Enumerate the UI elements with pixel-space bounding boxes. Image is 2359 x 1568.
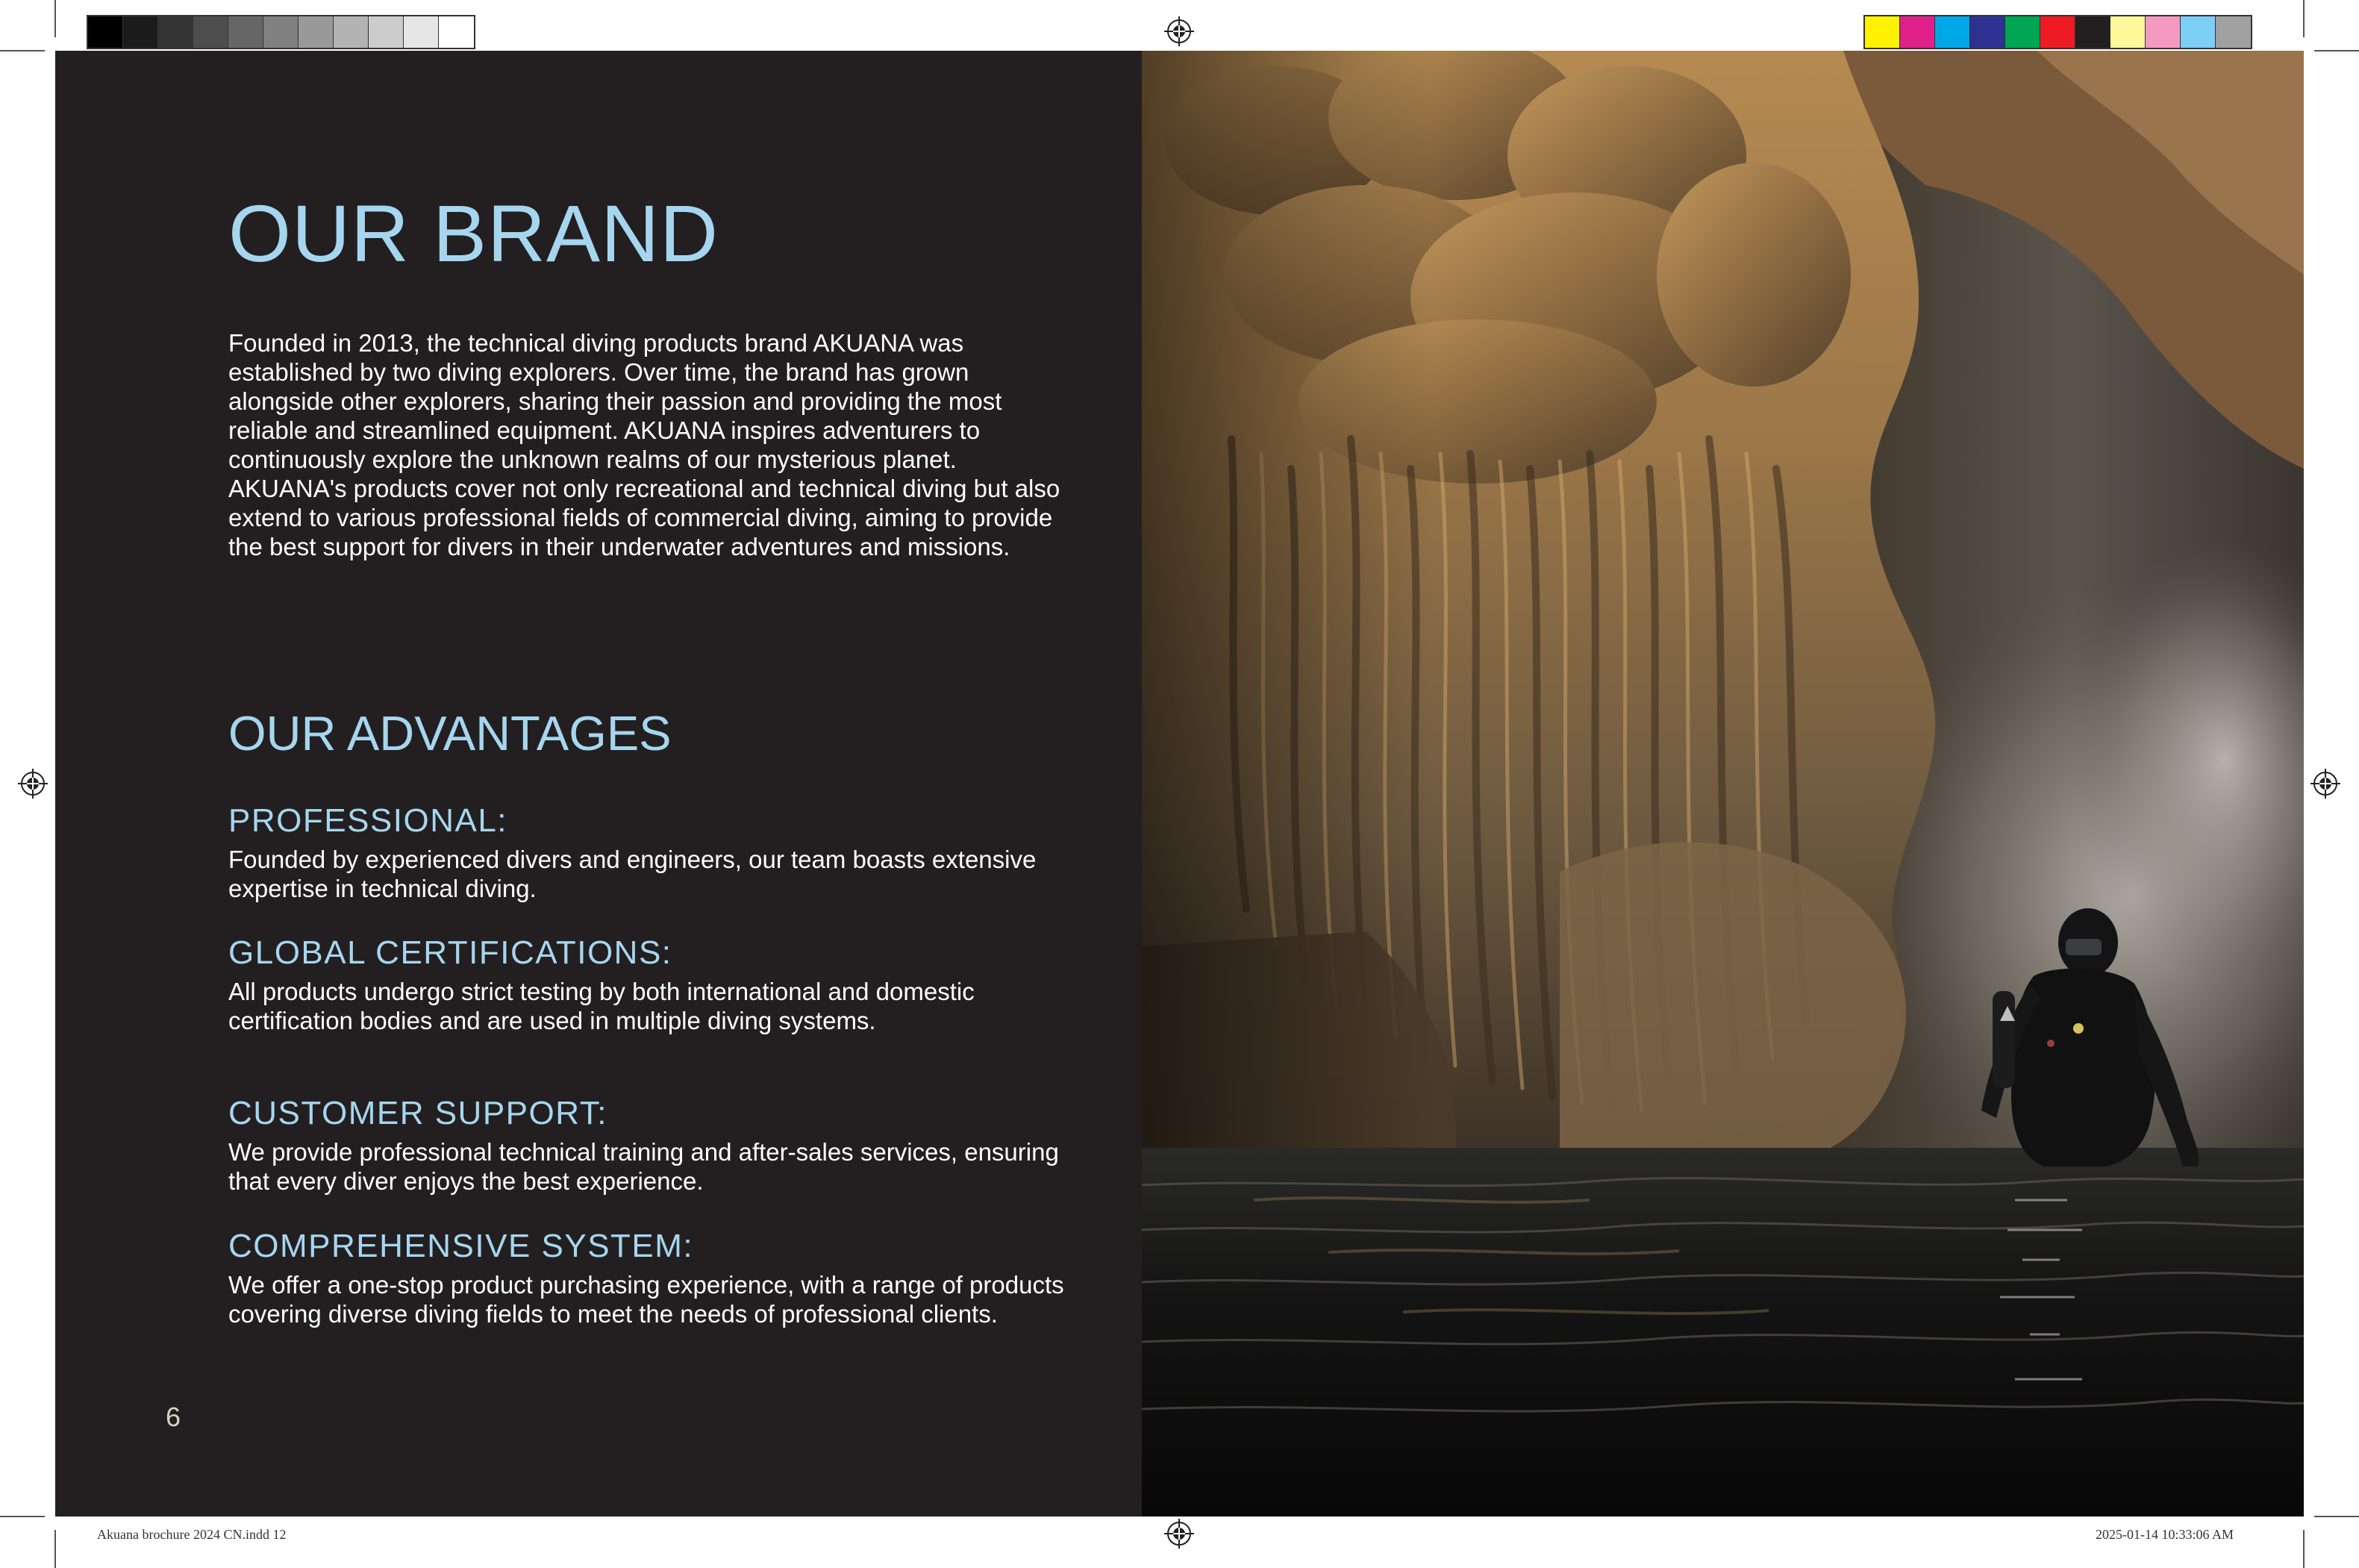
crop-mark bbox=[54, 0, 56, 37]
color-swatch bbox=[369, 16, 404, 48]
our-brand-title: OUR BRAND bbox=[228, 188, 719, 278]
color-swatch bbox=[193, 16, 228, 48]
color-swatch bbox=[1970, 16, 2005, 48]
advantage-heading: GLOBAL CERTIFICATIONS: bbox=[228, 934, 672, 971]
crop-mark bbox=[2314, 1516, 2359, 1517]
registration-mark-icon bbox=[18, 769, 48, 799]
color-swatch bbox=[158, 16, 193, 48]
registration-mark-icon bbox=[1164, 16, 1194, 46]
crop-mark bbox=[54, 1530, 56, 1568]
cave-diver-photo-image bbox=[1142, 51, 2304, 1517]
advantage-heading: COMPREHENSIVE SYSTEM: bbox=[228, 1228, 694, 1264]
advantage-comprehensive-system bbox=[228, 1227, 1064, 1328]
color-swatch bbox=[299, 16, 334, 48]
process-color-bar bbox=[1863, 15, 2252, 49]
crop-mark bbox=[2303, 1530, 2305, 1568]
registration-mark-icon bbox=[2310, 769, 2340, 799]
color-swatch bbox=[1900, 16, 1935, 48]
slug-file-name: Akuana brochure 2024 CN.indd 12 bbox=[97, 1527, 287, 1542]
advantage-professional bbox=[228, 802, 1064, 903]
advantage-text: Founded by experienced divers and engineers, our team boasts extensive expertise in technical diving. bbox=[228, 846, 1037, 902]
color-swatch bbox=[439, 16, 474, 48]
advantage-heading: CUSTOMER SUPPORT: bbox=[228, 1095, 607, 1131]
our-advantages-title: OUR ADVANTAGES bbox=[228, 706, 672, 760]
advantage-heading: PROFESSIONAL: bbox=[228, 802, 508, 839]
slug-timestamp: 2025-01-14 10:33:06 AM bbox=[2096, 1527, 2234, 1542]
advantage-customer-support bbox=[228, 1094, 1064, 1196]
color-swatch bbox=[228, 16, 263, 48]
color-swatch bbox=[263, 16, 299, 48]
color-swatch bbox=[123, 16, 158, 48]
crop-mark bbox=[0, 1516, 45, 1517]
color-swatch bbox=[2146, 16, 2181, 48]
advantage-text: We provide professional technical training and after-sales services, ensuring that every diver enjoys the best experience. bbox=[228, 1138, 1059, 1195]
color-swatch bbox=[2181, 16, 2216, 48]
advantage-global-certifications bbox=[228, 934, 1064, 1035]
crop-mark bbox=[2303, 0, 2305, 37]
color-swatch bbox=[88, 16, 123, 48]
color-swatch bbox=[1935, 16, 1970, 48]
color-swatch bbox=[2216, 16, 2251, 48]
color-swatch bbox=[1865, 16, 1900, 48]
color-swatch bbox=[2075, 16, 2110, 48]
advantage-text: We offer a one-stop product purchasing experience, with a range of products covering diverse diving fields to meet the needs of professional clients. bbox=[228, 1271, 1064, 1328]
advantage-text: All products undergo strict testing by both international and domestic certification bodies and are used in multiple diving systems. bbox=[228, 978, 975, 1034]
color-swatch bbox=[404, 16, 439, 48]
color-swatch bbox=[334, 16, 369, 48]
cave-diver-photo bbox=[1142, 51, 2304, 1517]
crop-mark bbox=[2314, 50, 2359, 51]
color-swatch bbox=[2040, 16, 2075, 48]
color-swatch bbox=[2005, 16, 2040, 48]
registration-mark-icon bbox=[1164, 1519, 1194, 1549]
color-swatch bbox=[2110, 16, 2146, 48]
grayscale-color-bar bbox=[87, 15, 475, 49]
crop-mark bbox=[0, 50, 45, 51]
page-number: 6 bbox=[166, 1402, 181, 1432]
our-brand-body: Founded in 2013, the technical diving products brand AKUANA was established by two diving explorers. Over time, the brand has grown alongside other explorers, sharing their passion and providing the most reliable and streamlined equipment. AKUANA inspires adventurers to continuously explore the unknown realms of our mysterious planet. AKUANA's products cover not only recreational and technical diving but also extend to various professional fields of commercial diving, aiming to provide the best support for divers in their underwater adventures and missions. bbox=[228, 329, 1060, 560]
